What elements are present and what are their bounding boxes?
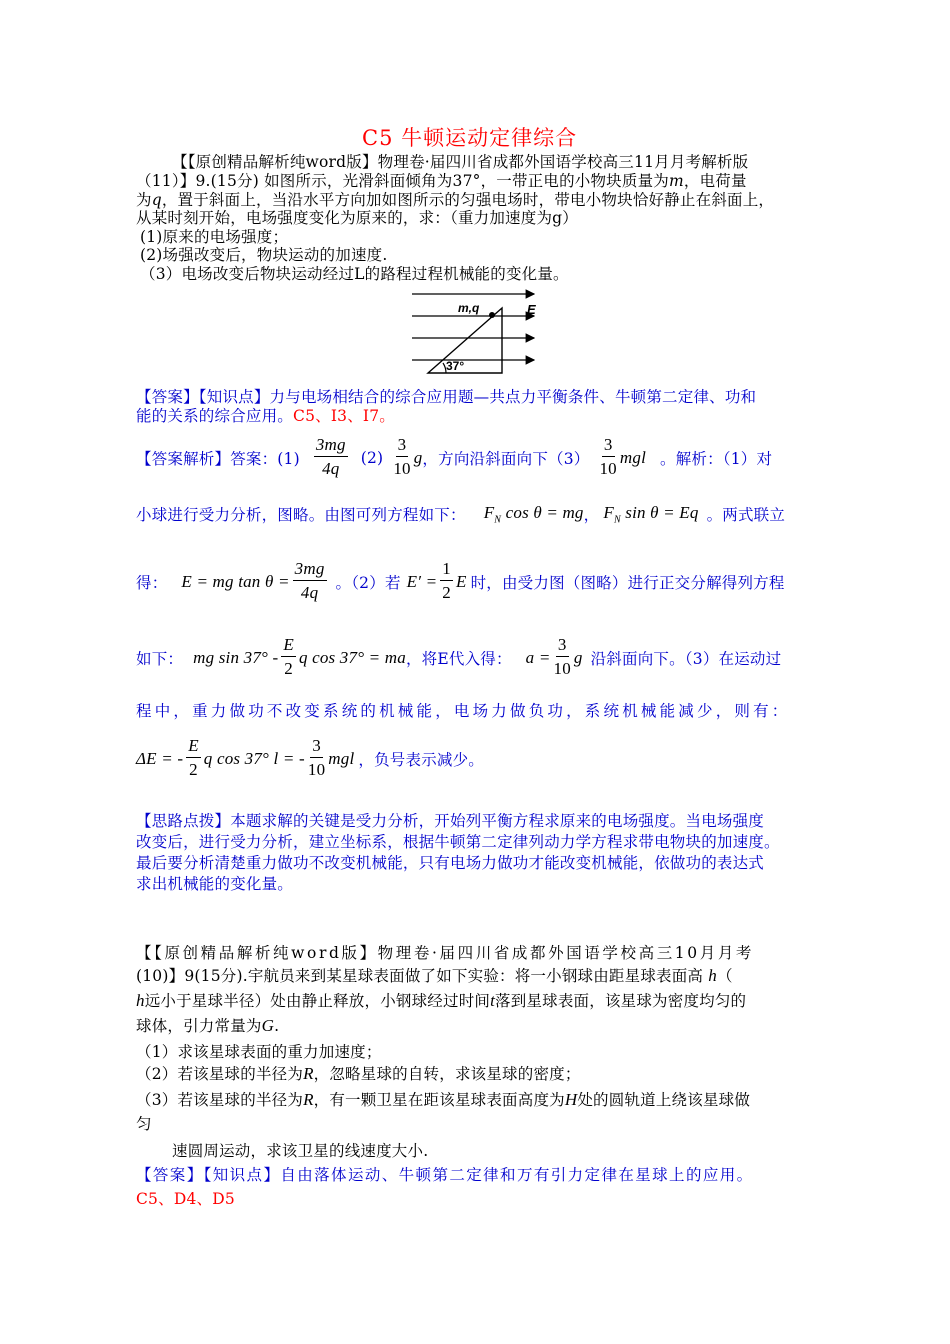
question-3: （3）电场改变后物块运动经过L的路程过程机械能的变化量。: [140, 265, 569, 283]
analysis-text: 。（2）若: [335, 573, 401, 592]
problem2-text: 处的圆轨道上绕该星球做: [577, 1091, 751, 1109]
var-H: H: [564, 1090, 578, 1109]
analysis-text: ，将E代入得：: [405, 649, 512, 668]
equation-7: ΔE = -: [136, 748, 184, 768]
analysis-text: 时，由受力图（图略）进行正交分解得列方程: [470, 573, 785, 592]
problem2-text: （3）若该星球的半径为: [136, 1091, 304, 1109]
problem1-source-line: 【【原创精品解析纯word版】物理卷·届四川省成都外国语学校高三11月月考解析版: [172, 153, 749, 171]
answer1-fraction: [314, 434, 348, 481]
incline-field-figure: [410, 288, 550, 378]
page-title: C5 牛顿运动定律综合: [362, 126, 578, 150]
separator: ，: [583, 506, 600, 525]
subscript-N: N: [613, 514, 621, 526]
denominator: 2: [189, 760, 198, 779]
denominator: 10: [599, 459, 617, 478]
equation-3: E = mg tan θ =: [181, 571, 290, 591]
analysis-text: ，负号表示减少。: [358, 750, 484, 769]
analysis-text: 。两式联立: [706, 506, 786, 525]
problem2-text: .: [274, 1017, 280, 1035]
problem2-line4: [136, 1014, 279, 1036]
var-q: q: [151, 191, 162, 209]
problem2-answer-knowledge: 【答案】【知识点】自由落体运动、牛顿第二定律和万有引力定律在星球上的应用。: [136, 1166, 754, 1184]
analysis-line2: [136, 503, 785, 525]
angle-label: 37°: [446, 359, 465, 373]
answer3-fraction: [599, 434, 616, 481]
denominator: 10: [393, 459, 411, 478]
analysis-text: 如下：: [136, 649, 184, 668]
problem2-text: (10)】9(15分).宇航员来到某星球表面做了如下实验：将一小钢球由距星球表面高: [136, 967, 704, 985]
problem2-text: （2）若该星球的半径为: [136, 1065, 304, 1083]
problem2-text: 落到星球表面，该星球为密度均匀的: [495, 992, 747, 1010]
charged-block: [489, 312, 495, 318]
var-t: t: [490, 991, 496, 1010]
numerator: E: [281, 634, 296, 657]
problem1-text: 为: [136, 191, 152, 209]
numerator: 3: [310, 735, 323, 758]
analysis-line5: 程中，重力做功不改变系统的机械能，电场力做负功，系统机械能减少，则有：: [136, 702, 791, 720]
tips-line1: 【思路点拨】本题求解的关键是受力分析，开始列平衡方程求原来的电场强度。当电场强度: [136, 812, 765, 830]
numerator: 3mg: [293, 558, 327, 581]
field-label: E: [527, 302, 536, 317]
denominator: 4q: [322, 459, 340, 478]
analysis-text: 得：: [136, 573, 168, 592]
equation-7-fraction1: [186, 735, 201, 782]
equation-5: mg sin 37° -: [193, 647, 279, 667]
equation-text: cos θ = mg: [505, 503, 584, 522]
analysis-line6: [136, 735, 484, 782]
numerator: 3: [396, 434, 409, 457]
analysis-line3: [136, 558, 785, 605]
equation-7-fraction2: [308, 735, 325, 782]
var-h: h: [708, 966, 717, 985]
analysis-text: 小球进行受力分析，图略。由图可列方程如下：: [136, 506, 466, 525]
problem2-question-3: [136, 1088, 750, 1110]
denominator: 2: [284, 659, 293, 678]
tips-line4: 求出机械能的变化量。: [136, 875, 294, 893]
equation-2: [603, 503, 698, 525]
problem2-line2: [136, 964, 733, 986]
problem2-question-3-wrap: 匀: [136, 1115, 152, 1133]
problem2-text: 球体，引力常量为: [136, 1017, 262, 1035]
answer-knowledge-line2: [136, 404, 395, 426]
problem2-question-3-cont: 速圆周运动，求该卫星的线速度大小.: [172, 1142, 429, 1160]
answer-knowledge-line1: 【答案】【知识点】力与电场相结合的综合应用题—共点力平衡条件、牛顿第二定律、功和: [136, 388, 757, 406]
numerator: 1: [440, 558, 453, 581]
var-F: F: [603, 503, 614, 522]
equation-5-fraction: [281, 634, 296, 681]
analysis-line4: [136, 634, 781, 681]
equation-7-mid: q cos 37° l = -: [203, 748, 305, 768]
equation-4-fraction: [440, 558, 453, 605]
problem1-text: （11）】9.(15分) 如图所示，光滑斜面倾角为37°，一带正电的小物块质量为: [136, 172, 669, 190]
numerator: E: [186, 735, 201, 758]
problem2-text: ，有一颗卫星在距该星球表面高度为: [313, 1091, 565, 1109]
problem2-text: （: [716, 967, 733, 985]
problem1-text: ，电荷量: [683, 172, 747, 190]
equation-1: [484, 503, 584, 525]
answer2-fraction: [393, 434, 410, 481]
denominator: 2: [442, 583, 451, 602]
problem2-text: 远小于星球半径）处由静止释放，小钢球经过时间: [144, 992, 491, 1010]
problem1-line4: 从某时刻开始，电场强度变化为原来的，求：（重力加速度为g）: [136, 209, 578, 227]
equation-6-fraction: [554, 634, 571, 681]
problem2-line3: [136, 989, 746, 1011]
denominator: 10: [307, 760, 326, 779]
answer-text: 能的关系的综合应用。: [136, 407, 294, 425]
tips-line3: 最后要分析清楚重力做功不改变机械能，只有电场力做功才能改变机械能，依做功的表达式: [136, 854, 765, 872]
denominator: 4q: [300, 583, 319, 602]
analysis-head: 【答案解析】答案：(1): [136, 449, 300, 468]
equation-7-end: mgl: [328, 748, 355, 768]
var-m: m: [668, 172, 684, 190]
equation-text: sin θ = Eq: [625, 503, 699, 522]
answer2-label: (2): [360, 448, 384, 467]
var-E: E: [455, 571, 467, 591]
problem2-question-1: （1）求该星球表面的重力加速度；: [136, 1043, 382, 1061]
problem2-question-2: [136, 1062, 581, 1084]
analysis-line1: [136, 434, 772, 481]
var-R: R: [303, 1090, 314, 1109]
equation-3-fraction: [293, 558, 327, 605]
var-h: h: [136, 991, 145, 1010]
var-G: G: [261, 1016, 275, 1035]
numerator: 3: [556, 634, 569, 657]
problem2-knowledge-codes: C5、D4、D5: [136, 1190, 235, 1208]
var-mgl: mgl: [619, 447, 646, 467]
equation-4: E′ =: [406, 571, 438, 591]
numerator: 3: [602, 434, 615, 457]
equation-5-rest: q cos 37° = ma: [298, 647, 406, 667]
answer2-direction: ，方向沿斜面向下（3）: [422, 449, 590, 468]
knowledge-codes: C5、I3、I7。: [293, 407, 396, 425]
question-2: (2)场强改变后，物块运动的加速度.: [140, 246, 388, 264]
equation-6: a =: [525, 647, 551, 667]
problem1-text: ，置于斜面上，当沿水平方向加如图所示的匀强电场时，带电小物块恰好静止在斜面上，: [161, 191, 775, 209]
analysis-text: 。解析：（1）对: [660, 449, 773, 468]
analysis-text: 沿斜面向下。（3）在运动过: [590, 649, 782, 668]
var-g: g: [573, 647, 583, 667]
problem2-source-line: 【【原创精品解析纯word版】物理卷·届四川省成都外国语学校高三10月月考: [136, 944, 755, 962]
var-g: g: [413, 447, 423, 467]
numerator: 3mg: [314, 434, 348, 457]
mass-charge-label: m,q: [458, 301, 480, 315]
problem2-text: ，忽略星球的自转，求该星球的密度；: [313, 1065, 581, 1083]
question-1: (1)原来的电场强度；: [140, 228, 289, 246]
tips-line2: 改变后，进行受力分析，建立坐标系，根据牛顿第二定律列动力学方程求带电物块的加速度。: [136, 833, 780, 851]
denominator: 10: [553, 659, 571, 678]
var-F: F: [483, 503, 495, 522]
var-R: R: [303, 1064, 314, 1083]
subscript-N: N: [494, 514, 502, 526]
